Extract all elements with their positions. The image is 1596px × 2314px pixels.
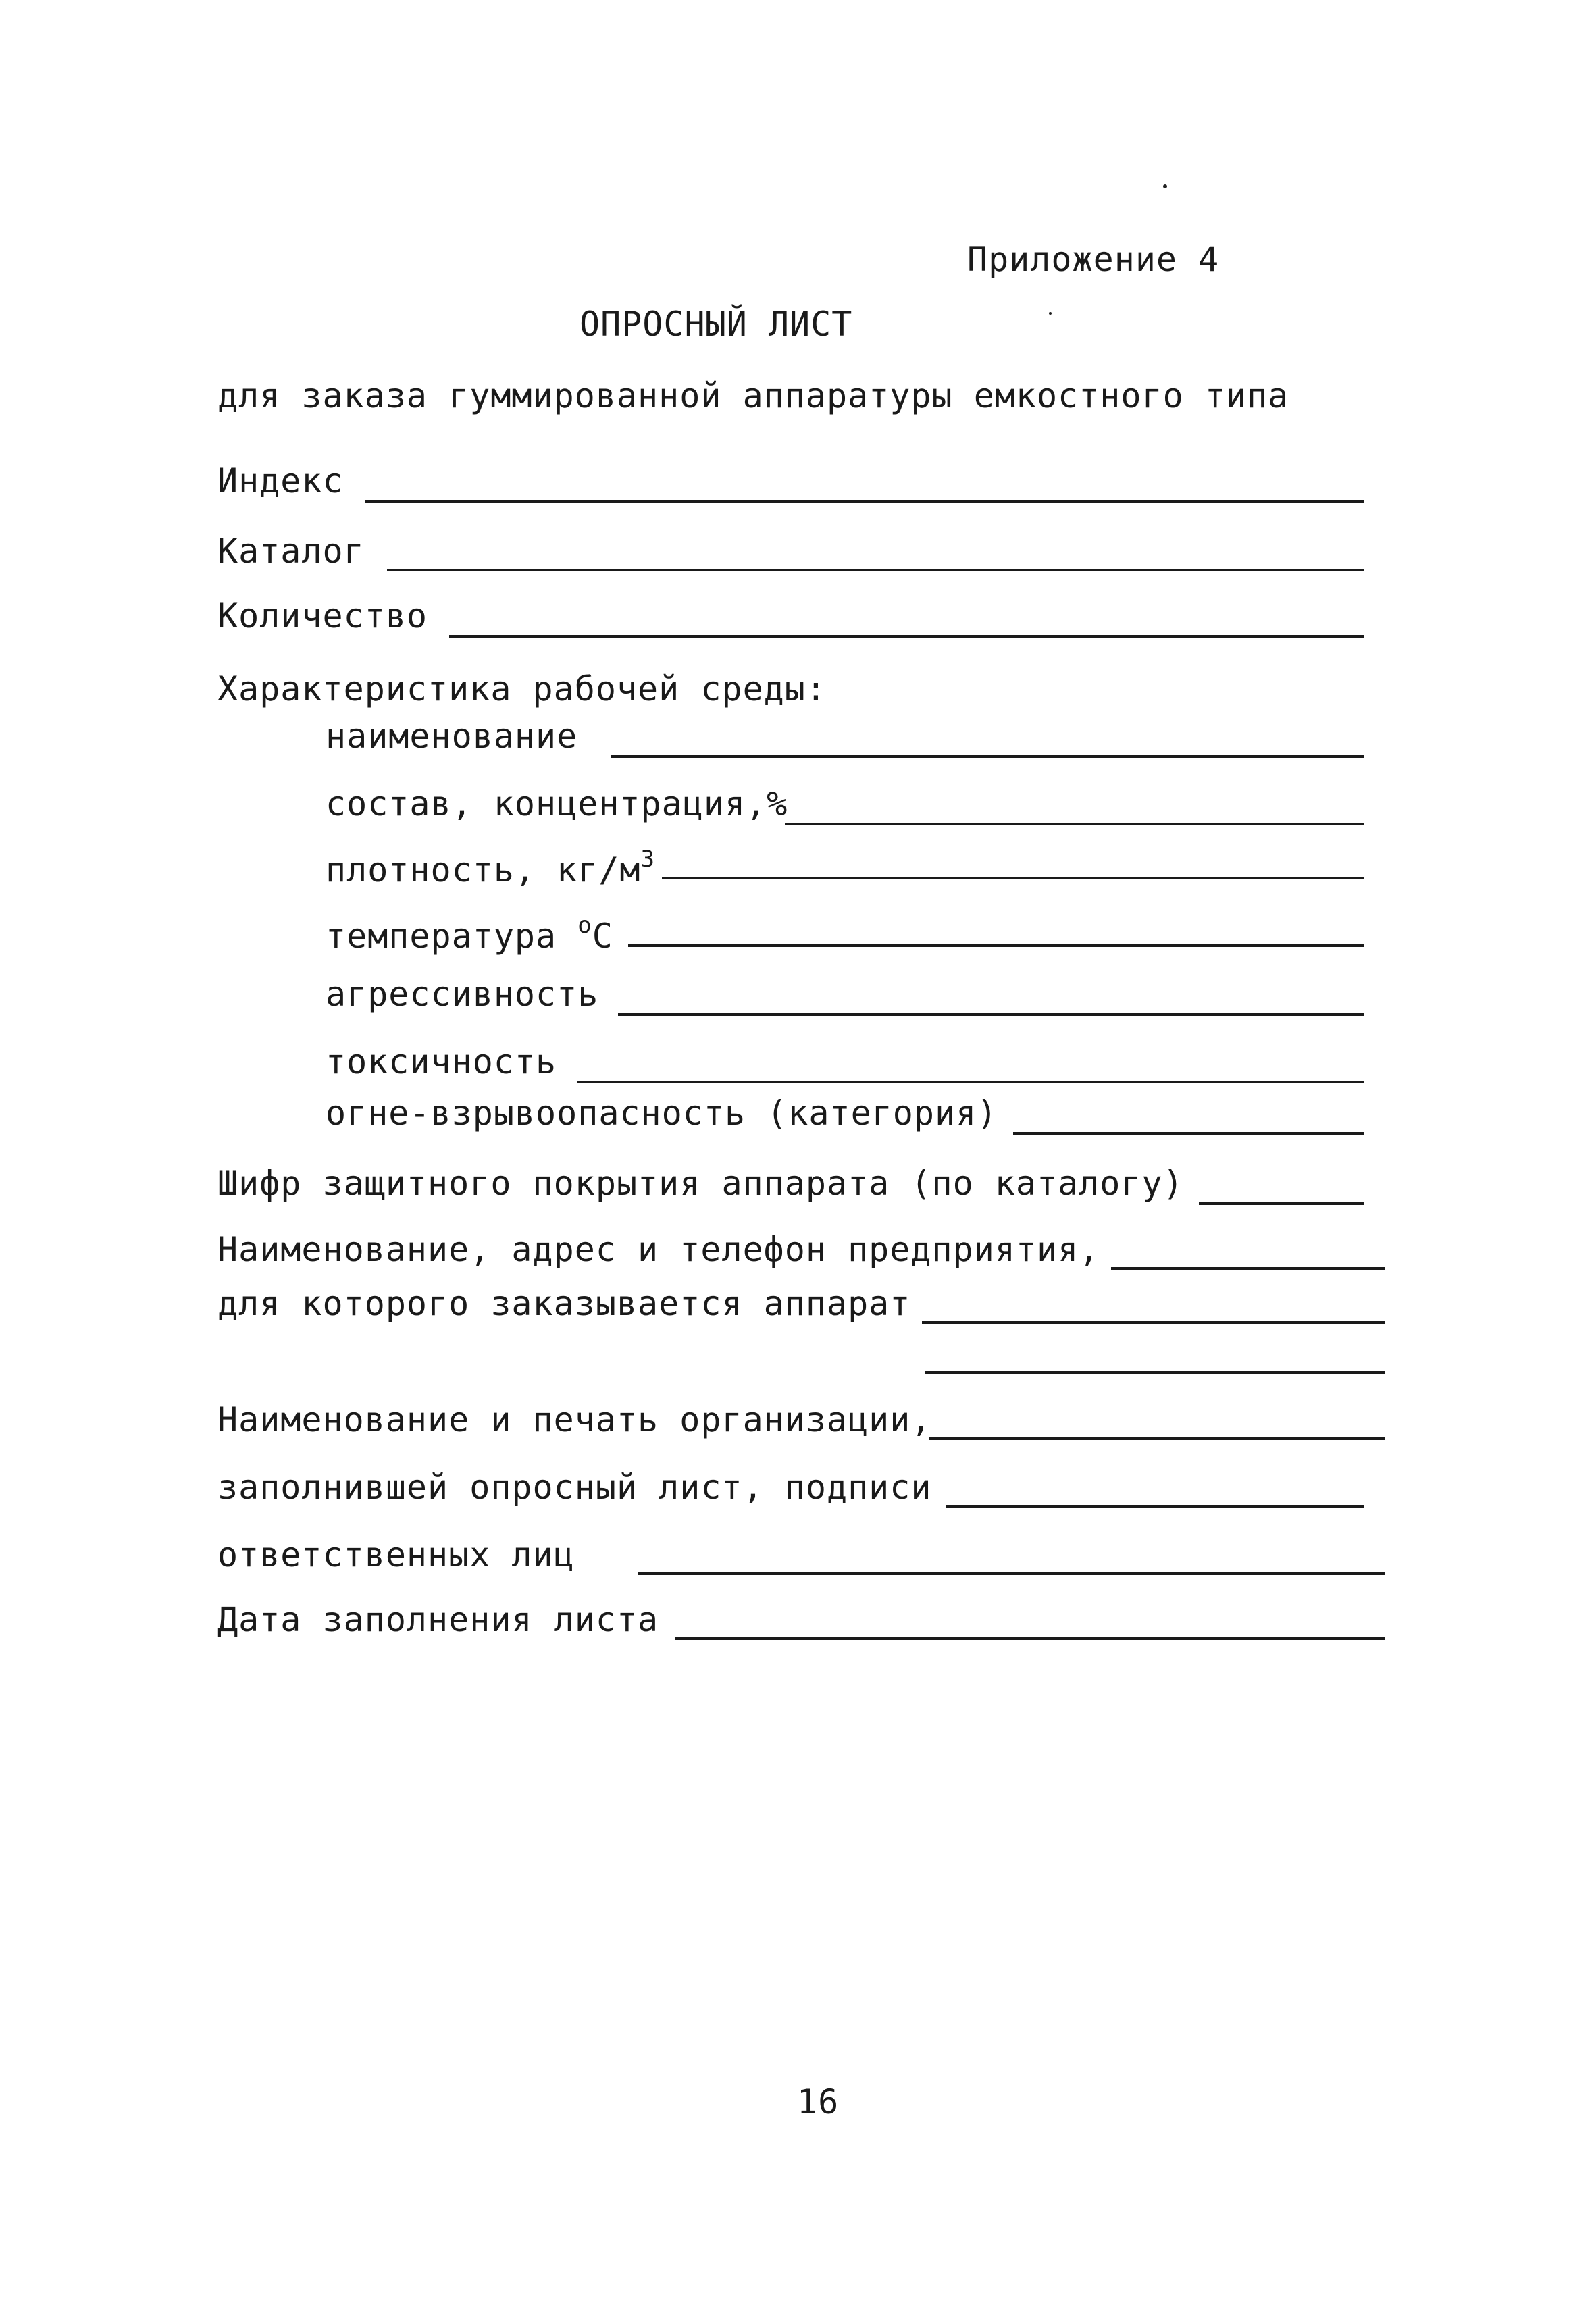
temperature-degree: о [577, 912, 592, 939]
form-title: ОПРОСНЫЙ ЛИСТ [580, 305, 853, 344]
toxicity-input-line[interactable] [577, 1081, 1364, 1083]
density-input-line[interactable] [662, 877, 1364, 879]
density-superscript: 3 [640, 846, 656, 873]
page-number: 16 [797, 2082, 840, 2122]
temperature-input-line[interactable] [628, 944, 1364, 947]
catalog-input-line[interactable] [387, 569, 1364, 571]
fill-date-input-line[interactable] [675, 1637, 1385, 1640]
fill-date-label: Дата заполнения листа [217, 1600, 659, 1639]
coating-code-label: Шифр защитного покрытия аппарата (по каталогу) [217, 1164, 1184, 1203]
fire-hazard-input-line[interactable] [1013, 1132, 1364, 1135]
temperature-label [326, 905, 613, 956]
composition-input-line[interactable] [785, 823, 1364, 825]
toxicity-label: токсичность [326, 1042, 557, 1081]
organization-label-line2: заполнившей опросный лист, подписи [217, 1468, 932, 1507]
quantity-label: Количество [217, 596, 428, 636]
index-input-line[interactable] [365, 500, 1364, 503]
temperature-unit: С [592, 917, 613, 956]
organization-input-line1[interactable] [929, 1437, 1385, 1440]
organization-label-line1: Наименование и печать организации, [217, 1400, 932, 1439]
enterprise-input-line1[interactable] [1111, 1267, 1385, 1270]
temperature-text: температура [326, 917, 578, 956]
medium-name-label: наименование [326, 717, 578, 756]
form-subtitle: для заказа гуммированной аппаратуры емкостного типа [217, 376, 1289, 415]
appendix-label: Приложение 4 [967, 240, 1220, 279]
enterprise-input-line3[interactable] [925, 1371, 1385, 1374]
scan-speck [1163, 184, 1167, 188]
aggressiveness-input-line[interactable] [618, 1013, 1364, 1016]
enterprise-input-line2[interactable] [922, 1321, 1385, 1324]
quantity-input-line[interactable] [449, 635, 1364, 638]
aggressiveness-label: агрессивность [326, 975, 599, 1014]
density-label [326, 839, 655, 890]
index-label: Индекс [217, 461, 344, 500]
density-text: плотность, кг/м [326, 850, 641, 890]
composition-label: состав, концентрация,% [326, 784, 788, 823]
coating-code-input-line[interactable] [1199, 1202, 1364, 1205]
scan-speck [1049, 312, 1052, 315]
organization-input-line3[interactable] [638, 1572, 1385, 1575]
enterprise-label-line2: для которого заказывается аппарат [217, 1284, 911, 1323]
organization-label-line3: ответственных лиц [217, 1535, 575, 1574]
fire-hazard-label: огне-взрывоопасность (категория) [326, 1094, 998, 1133]
catalog-label: Каталог [217, 532, 365, 571]
organization-input-line2[interactable] [946, 1505, 1364, 1508]
medium-heading: Характеристика рабочей среды: [217, 669, 827, 709]
enterprise-label-line1: Наименование, адрес и телефон предприятия, [217, 1230, 1100, 1269]
medium-name-input-line[interactable] [611, 755, 1364, 758]
